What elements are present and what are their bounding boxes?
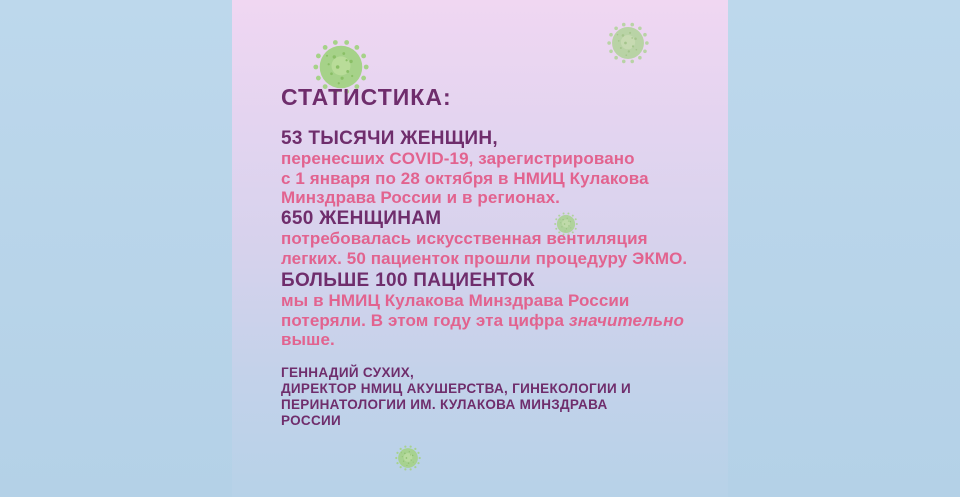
signature-block [281, 365, 631, 429]
stat-text-line: потребовалась искусственная вентиляция [281, 229, 648, 248]
stat-text-line: Минздрава России и в регионах. [281, 188, 560, 207]
stat-text-line: легких. 50 пациенток прошли процедуру ЭКМО. [281, 248, 688, 268]
stat-text-segment: потеряли. В этом году эта цифра [281, 310, 565, 330]
signature-title-line: ДИРЕКТОР НМИЦ АКУШЕРСТВА, ГИНЕКОЛОГИИ И [281, 381, 632, 396]
stat-block-ventilation [281, 209, 687, 268]
signature-title-line: РОССИИ [281, 413, 342, 428]
statistics-card [232, 0, 728, 497]
stat-text-line: мы в НМИЦ Кулакова Минздрава России [281, 291, 630, 310]
page-title: СТАТИСТИКА: [281, 84, 452, 110]
stat-heading: БОЛЬШЕ 100 ПАЦИЕНТОК [281, 270, 535, 291]
stat-heading: 650 ЖЕНЩИНАМ [281, 208, 442, 229]
signature-name: ГЕННАДИЙ СУХИХ, [281, 365, 415, 380]
stat-block-deaths [281, 271, 684, 350]
signature-title-line: ПЕРИНАТОЛОГИИ ИМ. КУЛАКОВА МИНЗДРАВА [281, 397, 608, 412]
emphasized-word: значительно [568, 310, 684, 330]
stat-heading: 53 ТЫСЯЧИ ЖЕНЩИН, [281, 128, 498, 149]
stat-text-line: перенесших COVID-19, зарегистрировано [281, 149, 635, 168]
text-content [281, 0, 721, 497]
stat-text-line: с 1 января по 28 октября в НМИЦ Кулакова [281, 168, 649, 188]
stat-block-registered [281, 129, 649, 208]
stat-text-line [281, 311, 684, 331]
stat-text-line: выше. [281, 330, 335, 349]
